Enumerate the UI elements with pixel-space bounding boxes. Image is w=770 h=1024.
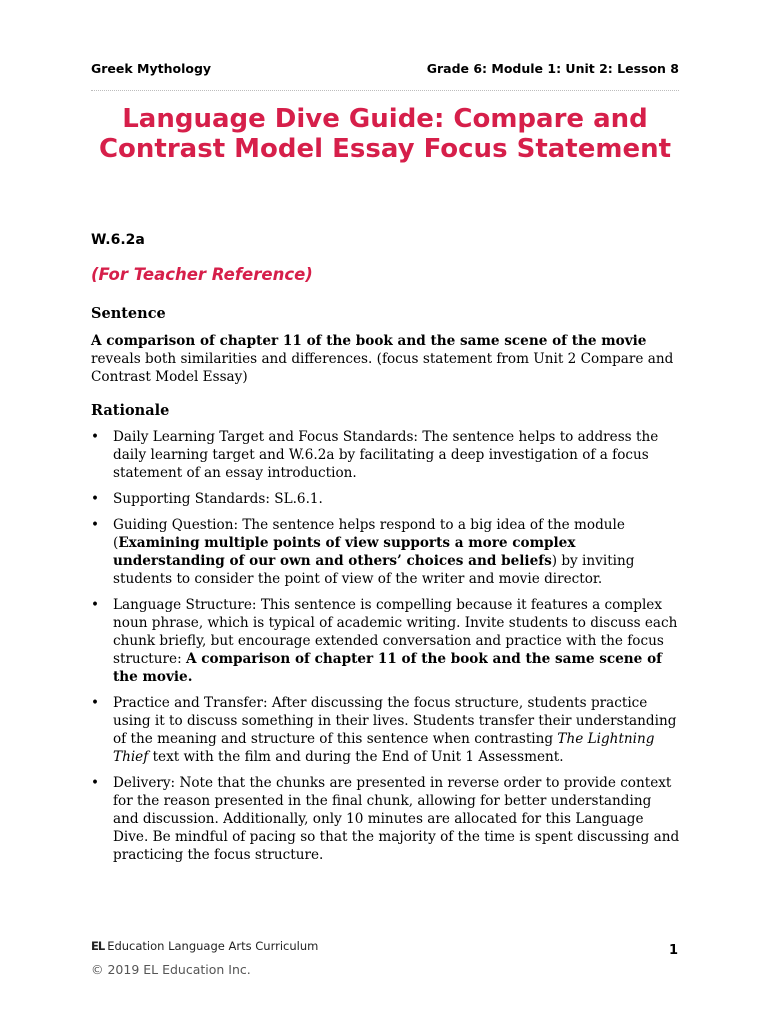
sentence-heading: Sentence bbox=[91, 305, 166, 322]
rationale-item-text: Practice and Transfer: After discussing the focus structure, students practice using it to discuss something in their lives. Students transfer their understanding of the meaning and structure of this sentence when contrasting bbox=[113, 695, 677, 747]
rationale-item-text: Guiding Question: The sentence helps respond to a big idea of the module ( bbox=[113, 517, 625, 551]
bullet-icon: • bbox=[91, 429, 100, 445]
bullet-icon: • bbox=[91, 517, 100, 533]
bullet-icon: • bbox=[91, 491, 100, 507]
rationale-item-text: Language Structure: This sentence is compelling because it features a complex noun phrase, which is typical of academic writing. Invite students to discuss each chunk briefly, but encourage extended conversation and practice with the focus structure: bbox=[113, 597, 678, 667]
header-divider bbox=[91, 90, 679, 91]
el-logo-icon: EL bbox=[91, 939, 105, 953]
rationale-list bbox=[91, 428, 681, 864]
footer-logo-text: Education Language Arts Curriculum bbox=[107, 939, 319, 953]
rationale-item-text: Supporting Standards: SL.6.1. bbox=[113, 491, 323, 507]
rationale-heading: Rationale bbox=[91, 402, 170, 419]
teacher-reference-label: (For Teacher Reference) bbox=[91, 265, 313, 284]
rationale-item-text: Daily Learning Target and Focus Standards: The sentence helps to address the daily learning target and W.6.2a by facilitating a deep investigation of a focus statement of an essay introduction. bbox=[113, 429, 659, 481]
bullet-icon: • bbox=[91, 695, 100, 711]
rationale-item-guiding-question bbox=[91, 516, 681, 588]
page-header bbox=[91, 61, 679, 81]
rationale-item-delivery bbox=[91, 774, 681, 864]
rationale-item-language-structure bbox=[91, 596, 681, 686]
header-lesson-code: Grade 6: Module 1: Unit 2: Lesson 8 bbox=[426, 61, 679, 76]
standard-code: W.6.2a bbox=[91, 232, 145, 248]
rationale-item-text: text with the film and during the End of Unit 1 Assessment. bbox=[148, 749, 564, 765]
sentence-rest-text: reveals both similarities and differences. (focus statement from Unit 2 Compare and Contrast Model Essay) bbox=[91, 351, 674, 385]
header-course-title: Greek Mythology bbox=[91, 61, 212, 76]
rationale-item-text: Delivery: Note that the chunks are presented in reverse order to provide context for the reason presented in the final chunk, allowing for better understanding and discussion. Additionally, only 10 minutes are allocated for this Language Dive. Be mindful of pacing so that the majority of the time is spent discussing and practicing the focus structure. bbox=[113, 775, 680, 863]
footer-logo bbox=[91, 939, 318, 953]
rationale-item-learning-target bbox=[91, 428, 681, 482]
rationale-item-practice-transfer bbox=[91, 694, 681, 766]
sentence-paragraph bbox=[91, 332, 681, 386]
page-number: 1 bbox=[669, 943, 679, 958]
bullet-icon: • bbox=[91, 597, 100, 613]
rationale-item-text: ) by inviting students to consider the point of view of the writer and movie director. bbox=[113, 553, 635, 587]
document-title: Language Dive Guide: Compare and Contrast Model Essay Focus Statement bbox=[98, 104, 672, 164]
rationale-item-bold-text: A comparison of chapter 11 of the book and the same scene of the movie. bbox=[113, 651, 662, 685]
sentence-bold-text: A comparison of chapter 11 of the book and the same scene of the movie bbox=[91, 333, 647, 349]
rationale-item-italic-title: The Lightning Thief bbox=[113, 731, 655, 765]
rationale-item-supporting-standards bbox=[91, 490, 681, 508]
copyright-notice: © 2019 EL Education Inc. bbox=[91, 962, 251, 977]
rationale-item-bold-text: Examining multiple points of view supports a more complex understanding of our own and others’ choices and beliefs bbox=[113, 535, 576, 569]
bullet-icon: • bbox=[91, 775, 100, 791]
